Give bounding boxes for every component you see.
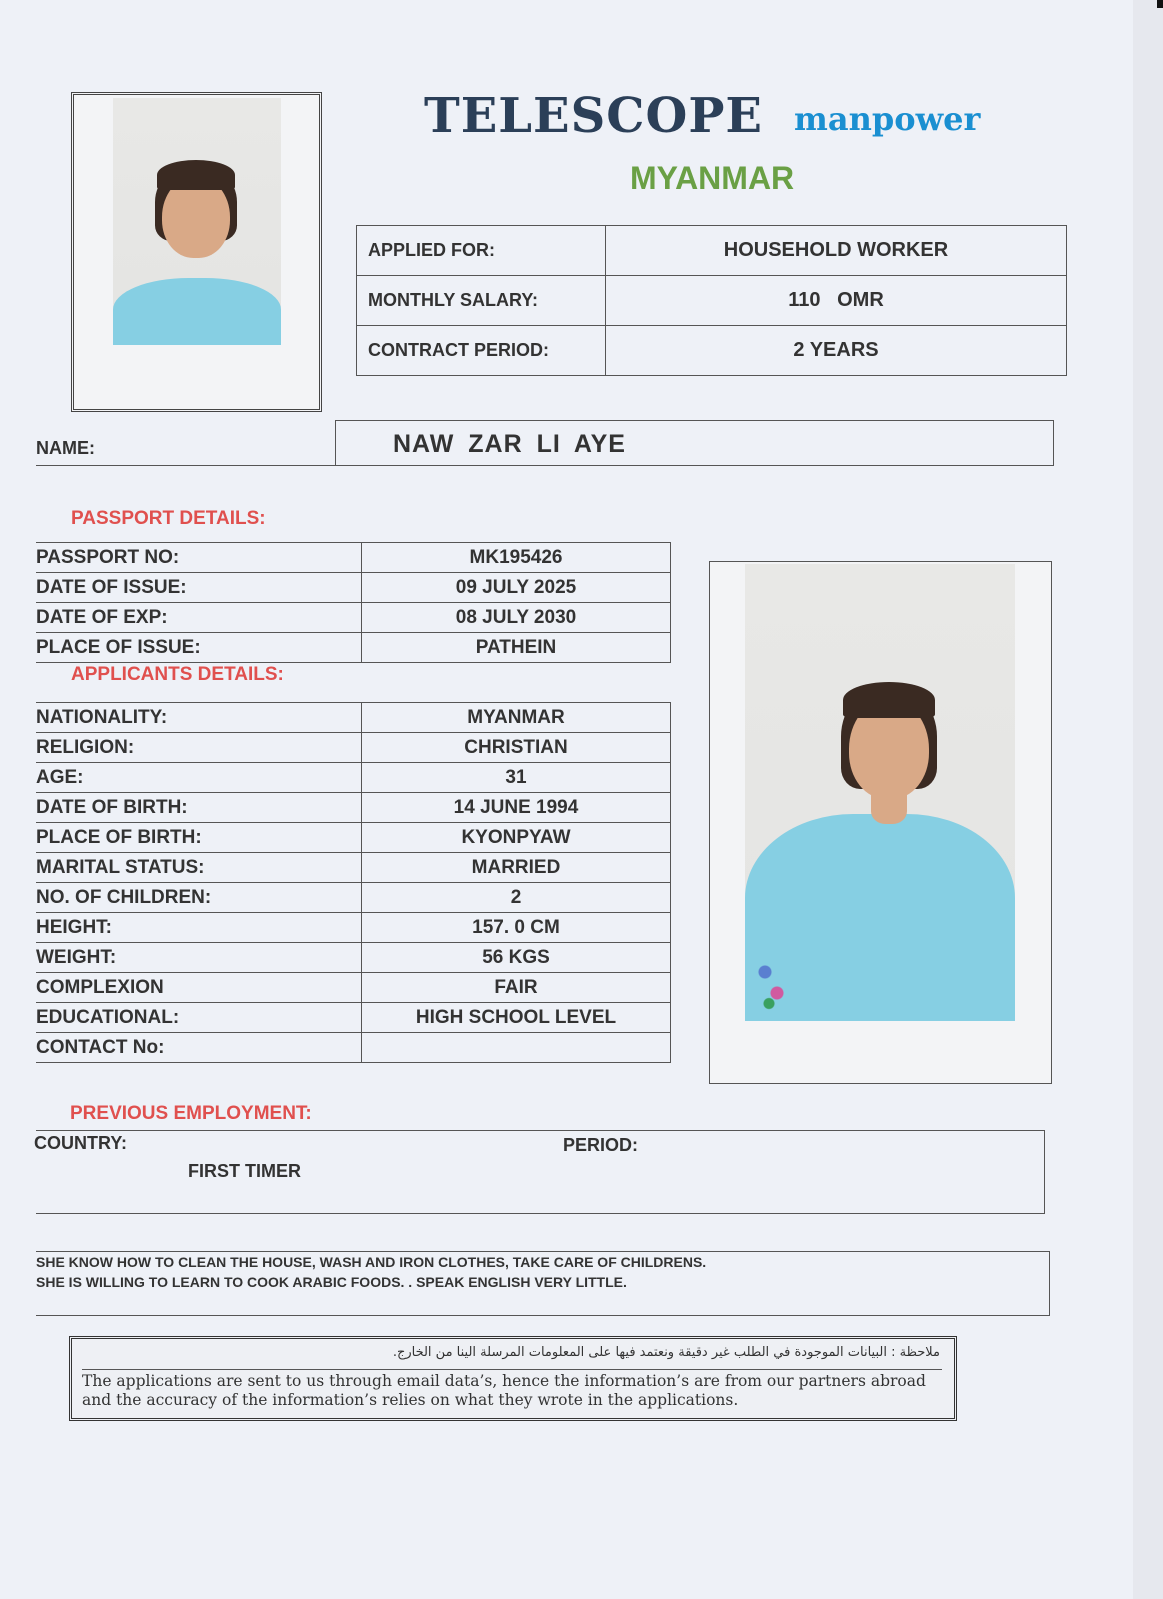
scan-edge-mark <box>1157 0 1163 8</box>
applicant-value: 56 KGS <box>362 943 671 973</box>
applicant-value: MARRIED <box>362 853 671 883</box>
applicant-value: 2 <box>362 883 671 913</box>
passport-label: PASSPORT NO: <box>36 543 362 573</box>
job-label: MONTHLY SALARY: <box>357 276 606 326</box>
applicant-label: HEIGHT: <box>36 913 362 943</box>
passport-label: DATE OF ISSUE: <box>36 573 362 603</box>
remarks-line: SHE IS WILLING TO LEARN TO COOK ARABIC FOODS. . SPEAK ENGLISH VERY LITTLE. <box>36 1274 627 1290</box>
applicant-value: 157. 0 CM <box>362 913 671 943</box>
period-label: PERIOD: <box>563 1135 639 1155</box>
table-row <box>36 823 671 853</box>
table-row <box>36 1033 671 1063</box>
applicant-value: KYONPYAW <box>362 823 671 853</box>
applicant-label: NATIONALITY: <box>36 703 362 733</box>
applicant-label: NO. OF CHILDREN: <box>36 883 362 913</box>
applicant-table <box>36 702 671 1063</box>
name-value: NAW ZAR LI AYE <box>393 430 626 458</box>
applicant-photo-small <box>113 98 281 345</box>
applicant-label: PLACE OF BIRTH: <box>36 823 362 853</box>
remarks-text <box>36 1252 706 1292</box>
passport-value: 09 JULY 2025 <box>362 573 671 603</box>
previous-employment-title: PREVIOUS EMPLOYMENT: <box>70 1103 312 1124</box>
company-logo-sub: manpower <box>794 100 981 138</box>
name-label: NAME: <box>36 438 95 458</box>
table-row <box>357 326 1067 376</box>
applicant-label: MARITAL STATUS: <box>36 853 362 883</box>
disclaimer-arabic: ملاحظة : البيانات الموجودة في الطلب غير دقيقة ونعتمد فيها على المعلومات المرسلة الينا من الخارج. <box>392 1345 940 1360</box>
job-value: HOUSEHOLD WORKER <box>606 226 1067 276</box>
passport-value: MK195426 <box>362 543 671 573</box>
disclaimer-box <box>69 1336 957 1421</box>
passport-label: PLACE OF ISSUE: <box>36 633 362 663</box>
table-row <box>36 543 671 573</box>
applicant-label: CONTACT No: <box>36 1033 362 1063</box>
table-row <box>36 1003 671 1033</box>
passport-value: PATHEIN <box>362 633 671 663</box>
applicant-label: AGE: <box>36 763 362 793</box>
table-row <box>36 703 671 733</box>
job-label: CONTRACT PERIOD: <box>357 326 606 376</box>
job-table <box>356 225 1067 376</box>
applicant-value: CHRISTIAN <box>362 733 671 763</box>
applicant-value <box>362 1033 671 1063</box>
name-underline <box>36 465 1054 466</box>
country-heading: MYANMAR <box>630 160 795 196</box>
applicant-value: MYANMAR <box>362 703 671 733</box>
applicant-label: WEIGHT: <box>36 943 362 973</box>
table-row <box>36 733 671 763</box>
applicant-label: COMPLEXION <box>36 973 362 1003</box>
applicant-photo-large-frame <box>709 561 1052 1084</box>
applicant-photo-large <box>745 564 1015 1021</box>
applicant-value: FAIR <box>362 973 671 1003</box>
table-row <box>36 763 671 793</box>
applicant-value: 14 JUNE 1994 <box>362 793 671 823</box>
applicant-label: EDUCATIONAL: <box>36 1003 362 1033</box>
table-row <box>36 853 671 883</box>
table-row <box>36 883 671 913</box>
applicant-section-title: APPLICANTS DETAILS: <box>71 664 284 685</box>
table-row <box>357 226 1067 276</box>
job-value: 110 OMR <box>606 276 1067 326</box>
table-row <box>36 913 671 943</box>
applicant-value: HIGH SCHOOL LEVEL <box>362 1003 671 1033</box>
applicant-value: 31 <box>362 763 671 793</box>
disclaimer-english: The applications are sent to us through email data’s, hence the information’s are from our partners abroad and the accuracy of the information’s relies on what they wrote in the applications. <box>82 1369 942 1410</box>
table-row <box>36 603 671 633</box>
table-row <box>36 633 671 663</box>
job-label: APPLIED FOR: <box>357 226 606 276</box>
remarks-line: SHE KNOW HOW TO CLEAN THE HOUSE, WASH AND IRON CLOTHES, TAKE CARE OF CHILDRENS. <box>36 1254 707 1270</box>
company-logo-main: TELESCOPE <box>424 88 763 144</box>
scan-edge <box>1133 0 1163 1599</box>
applicant-label: DATE OF BIRTH: <box>36 793 362 823</box>
table-row <box>36 793 671 823</box>
passport-value: 08 JULY 2030 <box>362 603 671 633</box>
table-row <box>36 573 671 603</box>
table-row <box>36 973 671 1003</box>
applicant-photo-small-frame <box>71 92 322 412</box>
applicant-label: RELIGION: <box>36 733 362 763</box>
table-row <box>36 943 671 973</box>
country-label: COUNTRY: <box>34 1133 127 1153</box>
table-row <box>357 276 1067 326</box>
country-value: FIRST TIMER <box>188 1161 301 1181</box>
passport-label: DATE OF EXP: <box>36 603 362 633</box>
passport-table <box>36 542 671 663</box>
passport-section-title: PASSPORT DETAILS: <box>71 508 266 529</box>
job-value: 2 YEARS <box>606 326 1067 376</box>
